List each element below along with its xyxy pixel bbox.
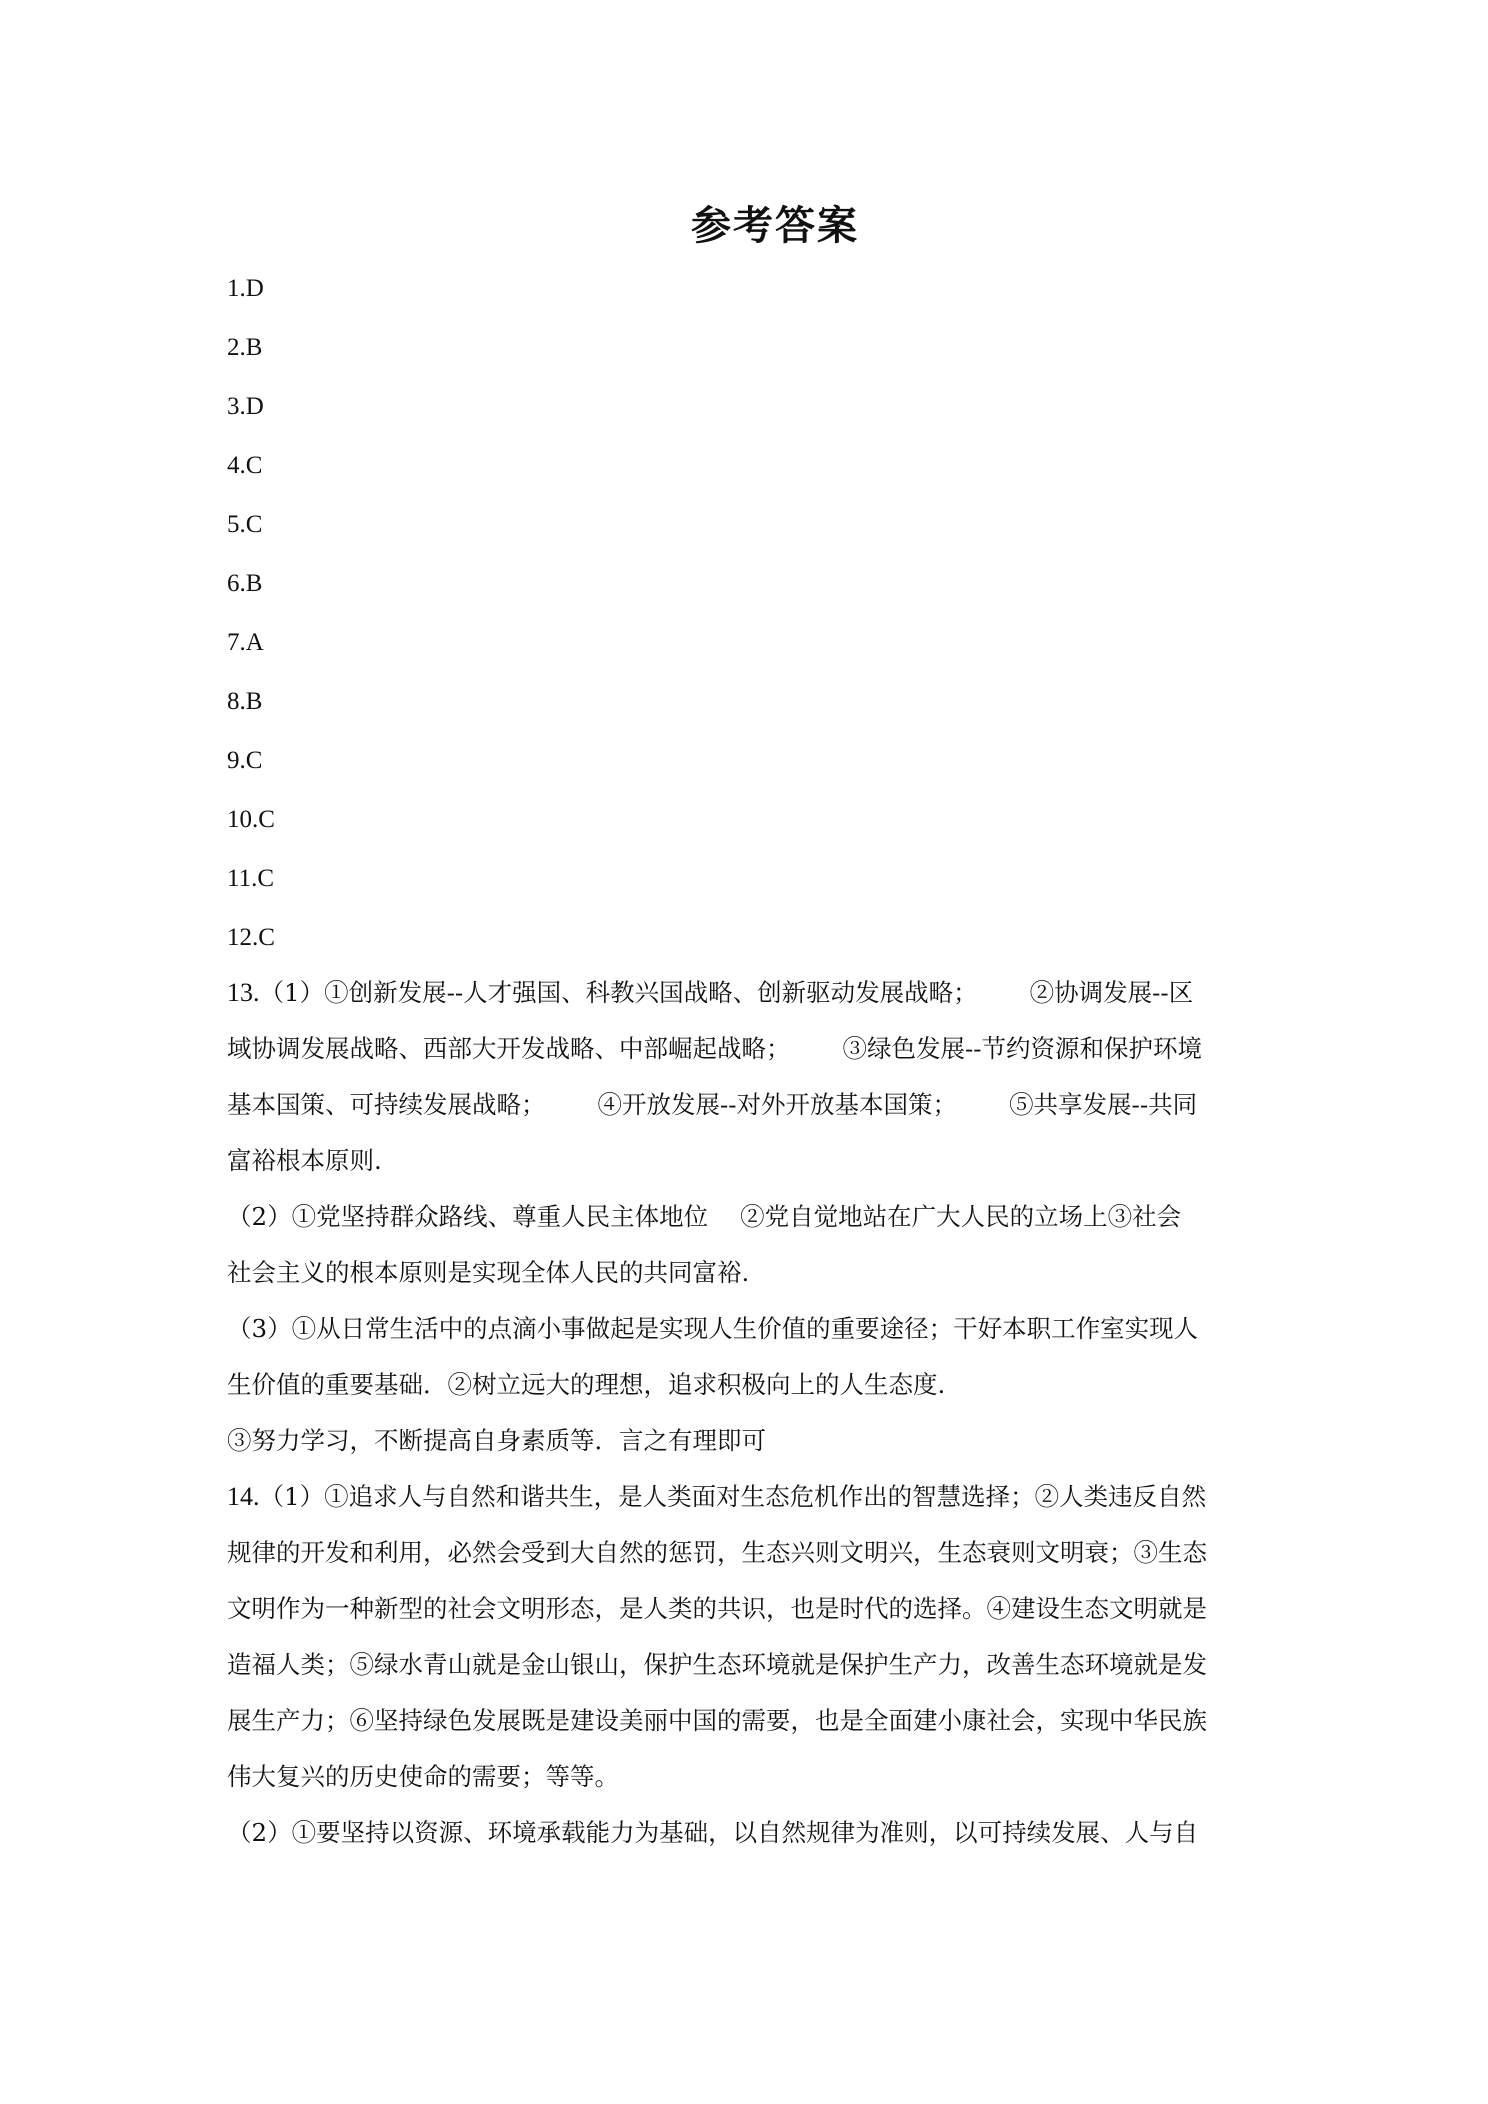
answer-item: 7.A bbox=[227, 629, 264, 656]
answer-line: 伟大复兴的历史使命的需要；等等。 bbox=[227, 1762, 619, 1791]
question-14-answer bbox=[227, 1480, 1267, 1872]
answer-item: 6.B bbox=[227, 570, 263, 597]
answer-line: 富裕根本原则. bbox=[227, 1146, 382, 1175]
multiple-choice-answers bbox=[227, 274, 275, 982]
answer-item: 8.B bbox=[227, 688, 263, 715]
answer-item: 9.C bbox=[227, 747, 263, 774]
answer-line: 展生产力；⑥坚持绿色发展既是建设美丽中国的需要，也是全面建小康社会，实现中华民族 bbox=[227, 1706, 1207, 1735]
answer-line: ③努力学习，不断提高自身素质等．言之有理即可 bbox=[227, 1426, 766, 1455]
answer-text: ④开放发展--对外开放基本国策； bbox=[597, 1090, 958, 1119]
answer-item: 12.C bbox=[227, 924, 275, 951]
answer-item: 4.C bbox=[227, 452, 263, 479]
answer-line bbox=[227, 1200, 1267, 1256]
answer-item: 1.D bbox=[227, 275, 264, 302]
answer-text: （1）①追求人与自然和谐共生，是人类面对生态危机作出的智慧选择；②人类违反自然 bbox=[259, 1482, 1207, 1511]
answer-line: 文明作为一种新型的社会文明形态，是人类的共识，也是时代的选择。④建设生态文明就是 bbox=[227, 1594, 1207, 1623]
open-answers bbox=[227, 976, 1267, 1872]
answer-text: （2）①党坚持群众路线、尊重人民主体地位 bbox=[227, 1202, 709, 1231]
page-title: 参考答案 bbox=[691, 203, 859, 249]
question-number: 13. bbox=[227, 978, 260, 1007]
answer-item: 11.C bbox=[227, 865, 274, 892]
answer-line: 生价值的重要基础．②树立远大的理想，追求积极向上的人生态度. bbox=[227, 1370, 946, 1399]
answer-item: 2.B bbox=[227, 334, 263, 361]
answer-text: 域协调发展战略、西部大开发战略、中部崛起战略； bbox=[227, 1034, 791, 1063]
answer-line: （2）①要坚持以资源、环境承载能力为基础，以自然规律为准则，以可持续发展、人与自 bbox=[227, 1818, 1199, 1847]
answer-line bbox=[227, 1088, 1267, 1144]
question-number: 14. bbox=[227, 1482, 260, 1511]
answer-text: ③绿色发展--节约资源和保护环境 bbox=[842, 1034, 1203, 1063]
answer-text: ②协调发展--区 bbox=[1029, 978, 1194, 1007]
answer-line bbox=[227, 1032, 1267, 1088]
answer-item: 3.D bbox=[227, 393, 264, 420]
answer-line: 造福人类；⑤绿水青山就是金山银山，保护生态环境就是保护生产力，改善生态环境就是发 bbox=[227, 1650, 1207, 1679]
answer-item: 10.C bbox=[227, 806, 275, 833]
answer-line bbox=[227, 976, 1267, 1032]
answer-text: ②党自觉地站在广大人民的立场上③社会 bbox=[740, 1202, 1182, 1231]
answer-text: ⑤共享发展--共同 bbox=[1009, 1090, 1198, 1119]
answer-line: 社会主义的根本原则是实现全体人民的共同富裕. bbox=[227, 1258, 750, 1287]
answer-text: （1）①创新发展--人才强国、科教兴国战略、创新驱动发展战略； bbox=[259, 978, 978, 1007]
answer-item: 5.C bbox=[227, 511, 263, 538]
question-13-answer bbox=[227, 976, 1267, 1480]
answer-line: 规律的开发和利用，必然会受到大自然的惩罚，生态兴则文明兴，生态衰则文明衰；③生态 bbox=[227, 1538, 1207, 1567]
answer-text: 基本国策、可持续发展战略； bbox=[227, 1090, 546, 1119]
answer-line: （3）①从日常生活中的点滴小事做起是实现人生价值的重要途径；干好本职工作室实现人 bbox=[227, 1314, 1199, 1343]
answer-line bbox=[227, 1480, 1267, 1536]
